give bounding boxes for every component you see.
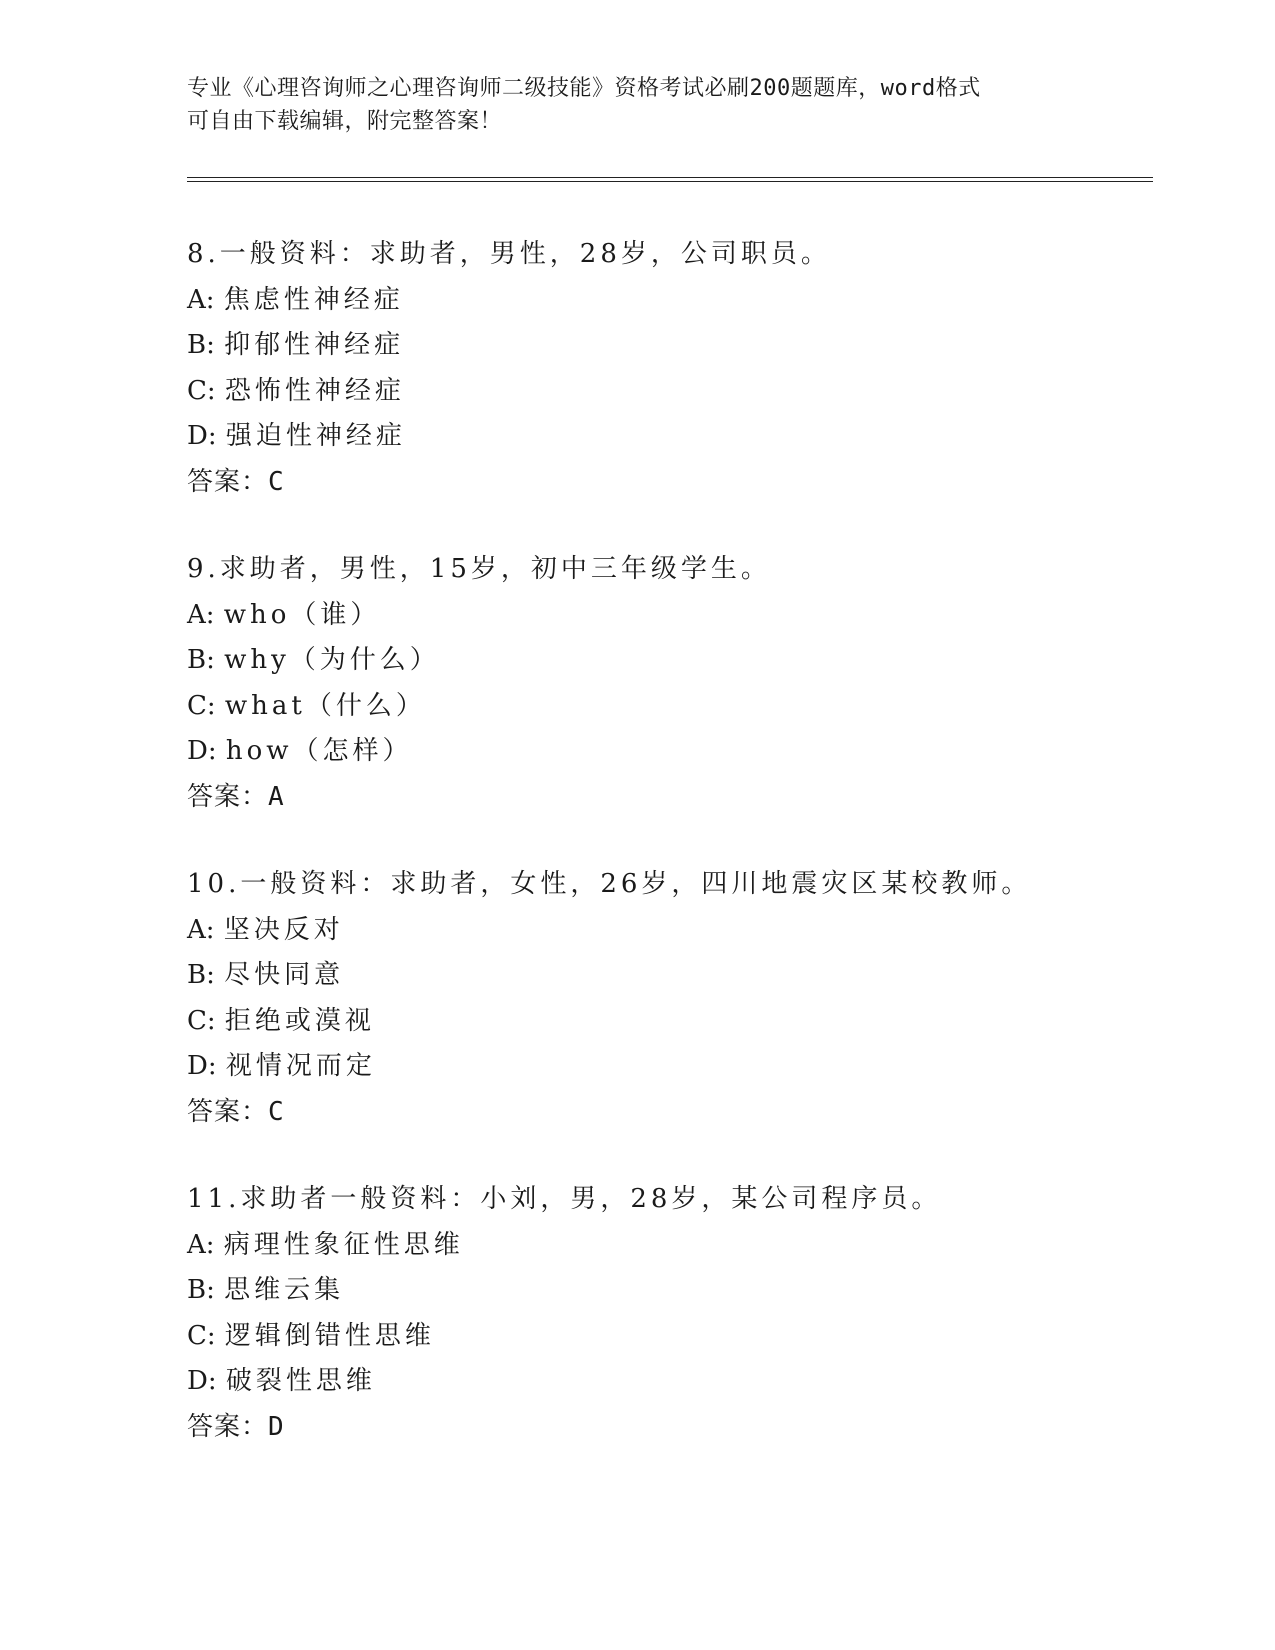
question-item bbox=[187, 547, 1147, 820]
question-text: 9.求助者，男性，15岁，初中三年级学生。 bbox=[187, 554, 771, 584]
question-text: 11.求助者一般资料：小刘，男，28岁，某公司程序员。 bbox=[187, 1184, 942, 1214]
option-a: A: 焦虑性神经症 bbox=[187, 284, 404, 315]
header-line-2: 可自由下载编辑，附完整答案！ bbox=[187, 109, 503, 134]
option-c: C: what（什么） bbox=[187, 690, 426, 721]
option-a: A: 病理性象征性思维 bbox=[187, 1229, 464, 1260]
option-b: B: 尽快同意 bbox=[187, 960, 345, 990]
question-item bbox=[187, 862, 1147, 1135]
option-d: D: 强迫性神经症 bbox=[187, 421, 406, 451]
answer-text: 答案：C bbox=[187, 1096, 285, 1127]
option-b: B: 思维云集 bbox=[187, 1275, 345, 1305]
question-list bbox=[187, 232, 1147, 1492]
option-d: D: how（怎样） bbox=[187, 736, 413, 766]
question-text: 8.一般资料：求助者，男性，28岁，公司职员。 bbox=[187, 239, 831, 269]
option-a: A: who（谁） bbox=[187, 599, 381, 630]
option-b: B: why（为什么） bbox=[187, 645, 440, 675]
option-b: B: 抑郁性神经症 bbox=[187, 330, 405, 360]
question-text: 10.一般资料：求助者，女性，26岁，四川地震灾区某校教师。 bbox=[187, 869, 1032, 899]
header-divider-bottom bbox=[187, 181, 1153, 182]
question-item bbox=[187, 1177, 1147, 1450]
answer-text: 答案：C bbox=[187, 466, 285, 497]
answer-text: 答案：A bbox=[187, 781, 285, 812]
document-header bbox=[187, 72, 1067, 138]
option-c: C: 恐怖性神经症 bbox=[187, 375, 405, 406]
header-divider-top bbox=[187, 177, 1153, 178]
question-item bbox=[187, 232, 1147, 505]
option-d: D: 视情况而定 bbox=[187, 1051, 376, 1081]
answer-text: 答案：D bbox=[187, 1411, 285, 1442]
header-line-1: 专业《心理咨询师之心理咨询师二级技能》资格考试必刷200题题库，word格式 bbox=[187, 76, 981, 101]
option-d: D: 破裂性思维 bbox=[187, 1366, 376, 1396]
option-c: C: 拒绝或漠视 bbox=[187, 1005, 375, 1036]
option-c: C: 逻辑倒错性思维 bbox=[187, 1320, 435, 1351]
option-a: A: 坚决反对 bbox=[187, 914, 344, 945]
